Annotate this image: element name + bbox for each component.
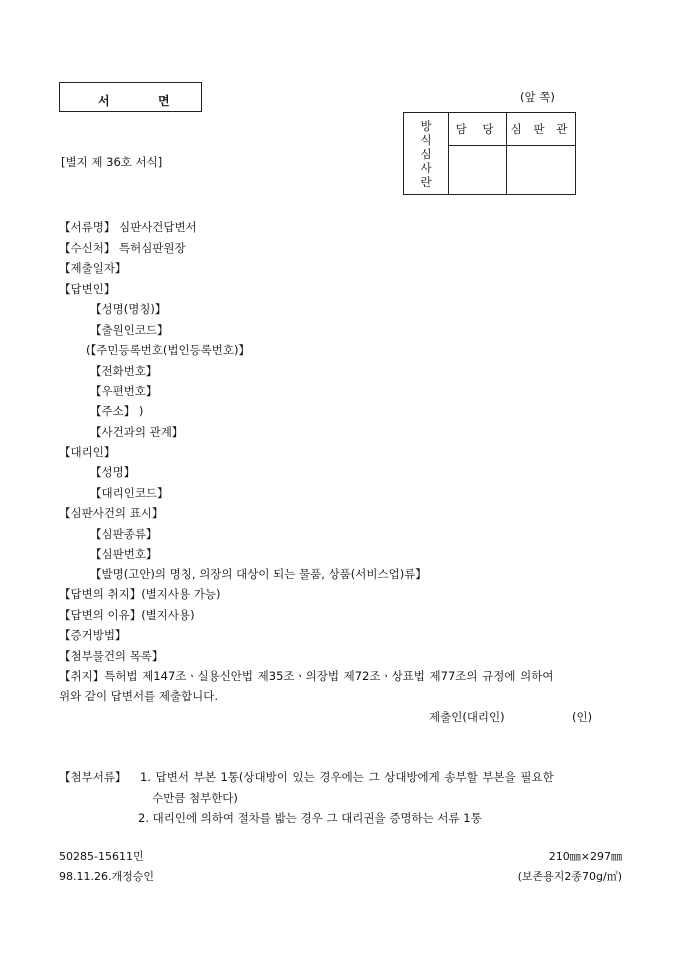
field-submission-date: 【제출일자】 <box>59 261 127 275</box>
field-evidence: 【증거방법】 <box>59 628 127 642</box>
field-agent: 【대리인】 <box>59 445 116 459</box>
form-number: [별지 제 36호 서식] <box>61 155 163 169</box>
footer-code: 50285-15611민 <box>59 850 144 863</box>
footer-paper-type: (보존용지2종70g/㎡) <box>517 870 622 883</box>
field-relationship: 【사건과의 관계】 <box>90 425 184 439</box>
approval-col-judge: 심 판 관 <box>507 113 576 146</box>
field-case-indication: 【심판사건의 표시】 <box>59 506 164 520</box>
field-trial-number: 【심판번호】 <box>90 547 158 561</box>
approval-cell-officer <box>449 146 507 195</box>
form-title-right: 면 <box>158 94 170 108</box>
field-phone: 【전화번호】 <box>90 364 158 378</box>
field-registration-number: (【주민등록번호(법인등록번호)】 <box>86 343 251 357</box>
approval-col-officer: 담 당 <box>449 113 507 146</box>
field-agent-code: 【대리인코드】 <box>90 486 169 500</box>
field-answer-purport: 【답변의 취지】(별지사용 가능) <box>59 587 221 601</box>
approval-table <box>403 112 576 195</box>
field-applicant-code: 【출원인코드】 <box>90 323 169 337</box>
field-address: 【주소】 ) <box>90 404 144 418</box>
field-attached-items: 【첨부물건의 목록】 <box>59 649 164 663</box>
footer-approval-date: 98.11.26.개정승인 <box>59 870 154 883</box>
field-invention-title: 【발명(고안)의 명칭, 의장의 대상이 되는 물품, 상품(서비스업)류】 <box>90 567 427 581</box>
field-postal-code: 【우편번호】 <box>90 384 158 398</box>
attachment-item-2: 2. 대리인에 의하여 절차를 밟는 경우 그 대리권을 증명하는 서류 1통 <box>138 811 482 825</box>
approval-cell-judge <box>507 146 576 195</box>
front-side-label: (앞 쪽) <box>520 90 555 104</box>
field-respondent-name: 【성명(명칭)】 <box>90 302 167 316</box>
seal-mark: (인) <box>572 710 593 724</box>
field-trial-type: 【심판종류】 <box>90 527 158 541</box>
attachment-item-1-cont: 수만큼 첨부한다) <box>152 791 238 805</box>
purpose-line-1: 【취지】특허법 제147조ㆍ실용신안법 제35조ㆍ의장법 제72조ㆍ상표법 제77조의 규정에 의하여 <box>59 669 554 683</box>
form-title-left: 서 <box>98 94 110 108</box>
footer-paper-size: 210㎜×297㎜ <box>548 850 622 863</box>
form-title-box <box>59 82 202 112</box>
field-answer-reason: 【답변의 이유】(별지사용) <box>59 608 195 622</box>
field-respondent: 【답변인】 <box>59 282 116 296</box>
approval-vertical-label: 방 식 심 사 란 <box>404 113 449 195</box>
purpose-line-2: 위와 같이 답변서를 제출합니다. <box>59 689 219 703</box>
attachment-item-1: 1. 답변서 부본 1통(상대방이 있는 경우에는 그 상대방에게 송부할 부본을 필요한 <box>140 770 554 784</box>
field-document-name: 【서류명】 심판사건답변서 <box>59 220 197 234</box>
field-recipient: 【수신처】 특허심판원장 <box>59 241 186 255</box>
field-agent-name: 【성명】 <box>90 465 136 479</box>
submitter-label: 제출인(대리인) <box>429 710 505 724</box>
attachments-label: 【첨부서류】 <box>59 770 127 784</box>
